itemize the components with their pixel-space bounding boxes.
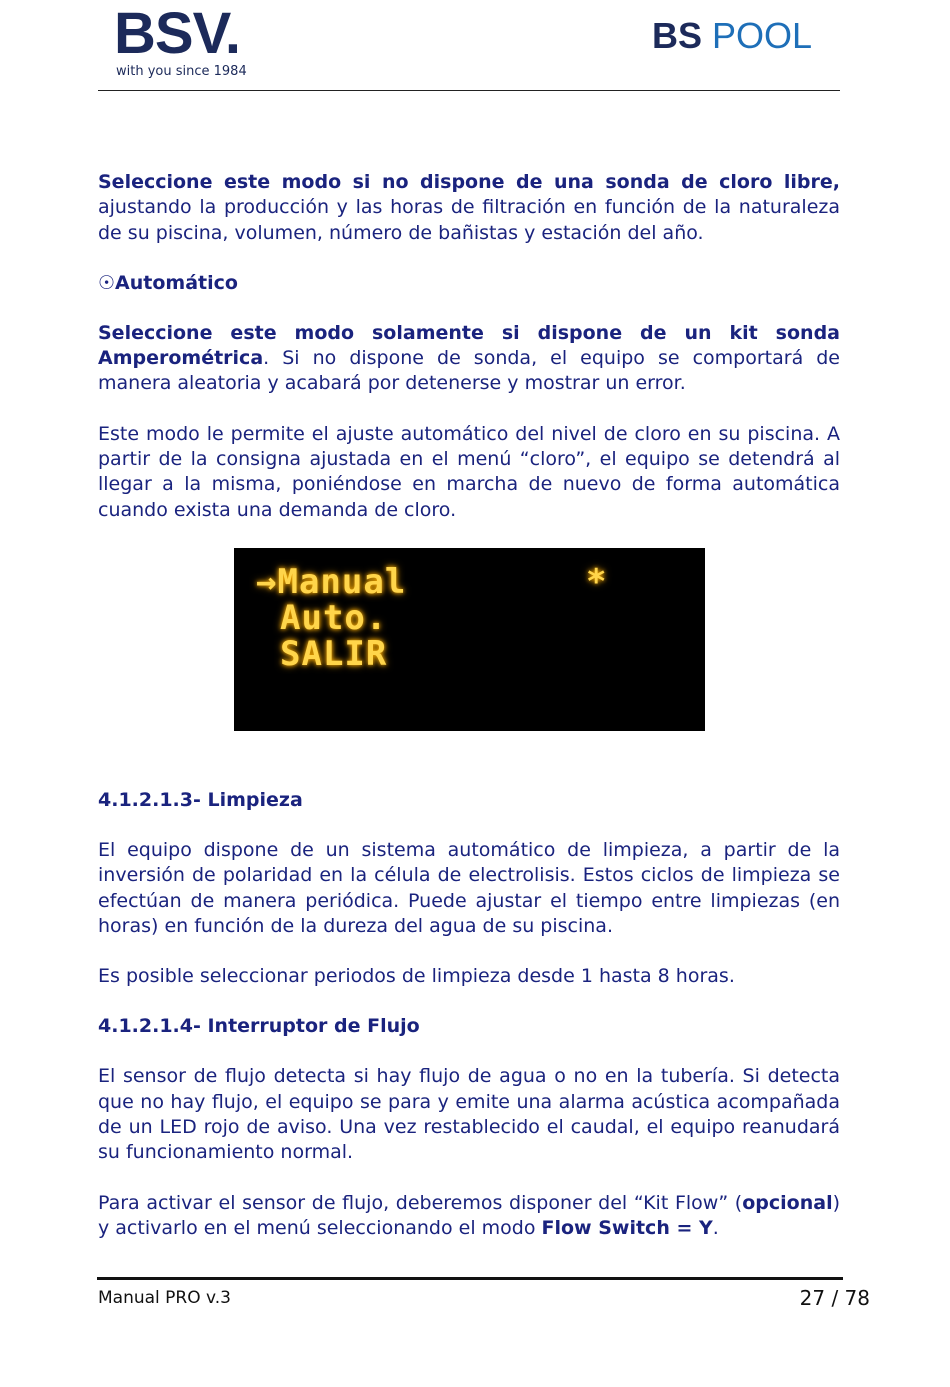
paragraph-text: .: [712, 1216, 719, 1239]
paragraph-text: Para activar el sensor de flujo, deberemos disponer del “Kit Flow” (: [98, 1191, 743, 1214]
bsv-tagline: with you since 1984: [116, 64, 247, 79]
bold-text: opcional: [742, 1191, 833, 1214]
page-number: 27 / 78: [799, 1286, 870, 1310]
bold-text: Seleccione este modo solamente si dispone de un kit sonda Amperométrica: [98, 321, 840, 370]
paragraph-manual-mode: [98, 170, 840, 246]
bold-text: Flow Switch = Y: [541, 1216, 713, 1239]
footer-manual-version: Manual PRO v.3: [98, 1288, 231, 1308]
paragraph-flujo: El sensor de flujo detecta si hay flujo de agua o no en la tubería. Si detecta que no hay flujo, el equipo se para y emite una alarma acústica acompañada de un LED rojo de aviso. Una vez restablecido el caudal, el equipo reanudará su funcionamiento normal.: [98, 1065, 840, 1164]
paragraph-text: . Si no dispone de sonda, el equipo se comportará de manera aleatoria y acabará por detenerse y mostrar un error.: [98, 347, 840, 395]
header-rule: [98, 90, 840, 91]
limpieza-heading: 4.1.2.1.3- Limpieza: [98, 788, 303, 811]
bsv-logo: [114, 1, 264, 82]
lcd-line-auto: Auto.: [280, 598, 388, 638]
bspool-logo: [652, 16, 812, 56]
bspool-logo-bs: BS: [652, 15, 703, 56]
bspool-logo-pool: POOL: [712, 15, 813, 56]
lcd-selected-star: *: [586, 562, 608, 602]
paragraph-auto-probe: [98, 321, 840, 397]
bold-text: Seleccione este modo si no dispone de una sonda de cloro libre,: [98, 171, 840, 193]
lcd-display: [234, 548, 705, 731]
paragraph-text: ) y activarlo en el menú seleccionando el modo: [98, 1191, 840, 1239]
lcd-line-manual: →Manual: [256, 562, 407, 602]
paragraph-text: ajustando la producción y las horas de filtración en función de la naturaleza de su piscina, volumen, número de bañistas y estación del año.: [98, 196, 840, 244]
footer-rule: [97, 1277, 843, 1280]
automatico-heading: ☉Automático: [98, 271, 238, 294]
paragraph-limpieza: El equipo dispone de un sistema automático de limpieza, a partir de la inversión de polaridad en la célula de electrolisis. Estos ciclos de limpieza se efectúan de manera periódica. Puede ajustar el tiempo entre limpiezas (en horas) en función de la dureza del agua de su piscina.: [98, 838, 840, 937]
flujo-heading: 4.1.2.1.4- Interruptor de Flujo: [98, 1015, 420, 1038]
lcd-line-salir: SALIR: [280, 634, 388, 674]
paragraph-limpieza-periods: Es posible seleccionar periodos de limpieza desde 1 hasta 8 horas.: [98, 965, 735, 988]
bsv-logo-text: BSV.: [114, 1, 241, 66]
paragraph-flow-activation: [98, 1191, 840, 1242]
paragraph-auto-description: Este modo le permite el ajuste automático del nivel de cloro en su piscina. A partir de la consigna ajustada en el menú “cloro”, el equipo se detendrá al llegar a la misma, poniéndose en marcha de nuevo de forma automática cuando exista una demanda de cloro.: [98, 422, 840, 521]
